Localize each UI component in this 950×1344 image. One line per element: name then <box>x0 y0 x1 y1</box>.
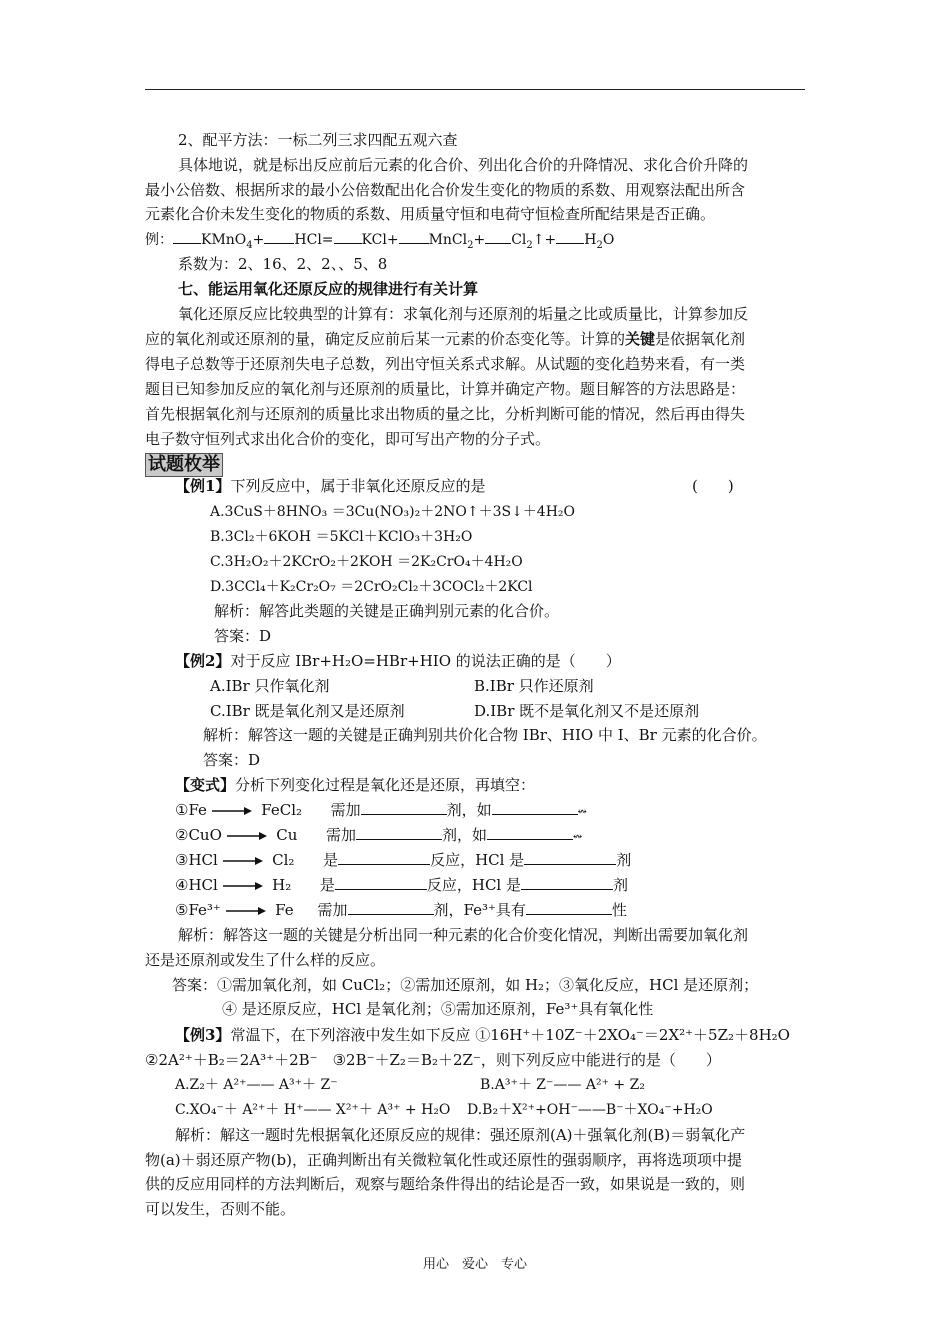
variant-row-4 <box>175 875 628 895</box>
option-b: B.A³⁺＋ Z⁻—— A²⁺ + Z₂ <box>480 1077 645 1093</box>
text-span: 是 <box>319 876 335 894</box>
option-a: A.Z₂＋ A²⁺—— A³⁺＋ Z⁻ <box>175 1077 338 1093</box>
reactant: ⑤Fe³⁺ <box>175 901 221 919</box>
section-7-title: 七、能运用氧化还原反应的规律进行有关计算 <box>178 280 479 298</box>
section-2-title: 2、配平方法：一标二列三求四配五观六查 <box>178 131 458 149</box>
variant-row-1 <box>175 800 587 822</box>
option-a: A.3CuS＋8HNO₃ ＝3Cu(NO₃)₂＋2NO↑＋3S↓＋4H₂O <box>210 504 576 520</box>
example-label: 【例3】 <box>175 1026 231 1044</box>
text-span: 反应，HCl 是 <box>430 851 525 869</box>
reactant: ④HCl <box>175 876 218 894</box>
text-span: 需加 <box>317 901 348 919</box>
reactant: ③HCl <box>175 851 218 869</box>
paragraph-line: 电子数守恒列式求出化合价的变化，即可写出产物的分子式。 <box>145 430 551 448</box>
paragraph-line: 得电子总数等于还原剂失电子总数，列出守恒关系式求解。从试题的变化趋势来看，有一类 <box>145 355 746 373</box>
edit-mark-icon: ↭ <box>573 830 583 843</box>
analysis: 解析：解答此类题的关键是正确判别元素的化合价。 <box>214 602 560 620</box>
analysis: 还是还原剂或发生了什么样的反应。 <box>145 951 386 969</box>
product: FeCl₂ <box>261 801 303 819</box>
edit-mark-icon: ↭ <box>577 805 587 818</box>
analysis: 供的反应用同样的方法判断后，观察与题给条件得出的结论是否一致，如果说是一致的，则 <box>145 1175 746 1193</box>
right-arrow-icon <box>223 881 263 891</box>
variant-row-5 <box>175 900 627 920</box>
example-2-question <box>175 651 621 671</box>
text-span: 性 <box>611 901 627 919</box>
text-span: 是依据氧化剂 <box>655 330 746 348</box>
example-label: 例： <box>145 232 173 248</box>
mncl2-term: MnCl <box>428 232 468 248</box>
page-footer: 用心 爱心 专心 <box>422 1257 527 1272</box>
right-arrow-icon <box>212 806 252 816</box>
answer: 答案：①需加氧化剂，如 CuCl₂；②需加还原剂，如 H₂；③氧化反应，HCl 是还原剂； <box>172 976 759 994</box>
option-c: C.XO₄⁻＋ A²⁺＋ H⁺—— X²⁺＋ A³⁺ + H₂O <box>175 1102 451 1118</box>
text-span: 剂，Fe³⁺具有 <box>433 901 526 919</box>
example-label: 【例1】 <box>175 477 231 495</box>
cl2-term: Cl <box>511 232 527 248</box>
paragraph-line <box>145 329 745 349</box>
variant-question <box>175 775 535 795</box>
paragraph-line: 题目已知参加反应的氧化剂与还原剂的质量比，计算并确定产物。题目解答的方法思路是： <box>145 380 746 398</box>
header-rule <box>145 89 805 90</box>
question-text: 对于反应 IBr+H₂O=HBr+HIO 的说法正确的是（ ） <box>230 652 621 670</box>
product: Cu <box>276 826 298 844</box>
analysis: 解析：解答这一题的关键是正确判别共价化合物 IBr、HIO 中 I、Br 元素的化合价。 <box>203 726 767 744</box>
analysis: 物(a)＋弱还原产物(b)，正确判断出有关微粒氧化性或还原性的强弱顺序，再将选项项中提 <box>145 1151 742 1169</box>
analysis: 解析：解答这一题的关键是分析出同一种元素的化合价变化情况，判断出需要加氧化剂 <box>178 926 749 944</box>
option-b: B.3Cl₂＋6KOH ＝5KCl＋KClO₃＋3H₂O <box>210 529 473 545</box>
paragraph-line: 首先根据氧化剂与还原剂的质量比求出物质的量之比，分析判断可能的情况，然后再由得失 <box>145 405 746 423</box>
text-span: 剂 <box>616 851 632 869</box>
coefficients: 系数为：2、16、2、2、、5、8 <box>178 255 388 273</box>
text-span: 是 <box>323 851 339 869</box>
option-d: D.IBr 既不是氧化剂又不是还原剂 <box>474 702 700 720</box>
paragraph-line: 最小公倍数、根据所求的最小公倍数配出化合价发生变化的物质的系数、用观察法配出所含 <box>145 181 746 199</box>
question-text: 下列反应中，属于非氧化还原反应的是 <box>230 477 486 495</box>
right-arrow-icon <box>226 906 266 916</box>
text-span: 需加 <box>330 801 361 819</box>
answer: 答案：D <box>214 627 272 645</box>
section-header-exercises: 试题枚举 <box>145 453 223 477</box>
text-span: 反应，HCl 是 <box>426 876 521 894</box>
product: Fe <box>275 901 294 919</box>
option-b: B.IBr 只作还原剂 <box>474 677 594 695</box>
bold-keyword: 关键 <box>625 330 656 348</box>
question-text: 分析下列变化过程是氧化还是还原，再填空： <box>235 776 536 794</box>
h2o-term: H <box>584 232 597 248</box>
variant-label: 【变式】 <box>175 776 236 794</box>
right-arrow-icon <box>227 831 267 841</box>
example-3-question <box>175 1025 790 1045</box>
text-span: 剂 <box>613 876 629 894</box>
option-d: D.3CCl₄＋K₂Cr₂O₇ ＝2CrO₂Cl₂＋3COCl₂＋2KCl <box>210 579 533 595</box>
text-span: 剂，如 <box>446 801 492 819</box>
reactant: ②CuO <box>175 826 222 844</box>
question-text: ②2A²⁺＋B₂＝2A³⁺＋2B⁻ ③2B⁻＋Z₂＝B₂＋2Z⁻，则下列反应中能进行的是（ ） <box>145 1051 721 1069</box>
answer: 答案：D <box>203 751 261 769</box>
answer-paren: ( ) <box>692 477 734 495</box>
balancing-example: 例： KMnO$_4$+ HCl= KCl+ MnCl$_2$+ $Cl_2↑+ H_2O$ <box>145 229 614 256</box>
option-c: C.3H₂O₂＋2KCrO₂＋2KOH ＝2K₂CrO₄＋4H₂O <box>210 554 523 570</box>
question-text: 常温下，在下列溶液中发生如下反应 ①16H⁺＋10Z⁻＋2XO₄⁻＝2X²⁺＋5Z₂＋8H₂O <box>230 1026 790 1044</box>
kcl-term: KCl+ <box>361 232 399 248</box>
option-d: D.B₂＋X²⁺+OH⁻——B⁻＋XO₄⁻+H₂O <box>467 1102 713 1118</box>
variant-row-2 <box>175 825 582 847</box>
analysis: 解析：解这一题时先根据氧化还原反应的规律：强还原剂(A)＋强氧化剂(B)＝弱氧化产 <box>175 1126 746 1144</box>
example-1-question <box>175 476 485 496</box>
right-arrow-icon <box>223 856 263 866</box>
analysis: 可以发生，否则不能。 <box>145 1200 296 1218</box>
example-label: 【例2】 <box>175 652 231 670</box>
variant-row-3 <box>175 850 631 870</box>
reactant: ①Fe <box>175 801 207 819</box>
text-span: 需加 <box>325 826 356 844</box>
kmno4-term: KMnO <box>201 232 247 248</box>
option-c: C.IBr 既是氧化剂又是还原剂 <box>210 702 405 720</box>
paragraph-line: 具体地说，就是标出反应前后元素的化合价、列出化合价的升降情况、求化合价升降的 <box>178 156 749 174</box>
paragraph-line: 氧化还原反应比较典型的计算有：求氧化剂与还原剂的垢量之比或质量比，计算参加反 <box>178 305 749 323</box>
hcl-term: HCl= <box>294 232 334 248</box>
product: H₂ <box>272 876 292 894</box>
text-span: 剂，如 <box>441 826 487 844</box>
option-a: A.IBr 只作氧化剂 <box>210 677 330 695</box>
answer: ④ 是还原反应，HCl 是氧化剂；⑤需加还原剂，Fe³⁺具有氧化性 <box>222 1000 654 1018</box>
product: Cl₂ <box>272 851 295 869</box>
paragraph-line: 元素化合价未发生变化的物质的系数、用质量守恒和电荷守恒检查所配结果是否正确。 <box>145 205 716 223</box>
text-span: 应的氧化剂或还原剂的量，确定反应前后某一元素的价态变化等。计算的 <box>145 330 626 348</box>
